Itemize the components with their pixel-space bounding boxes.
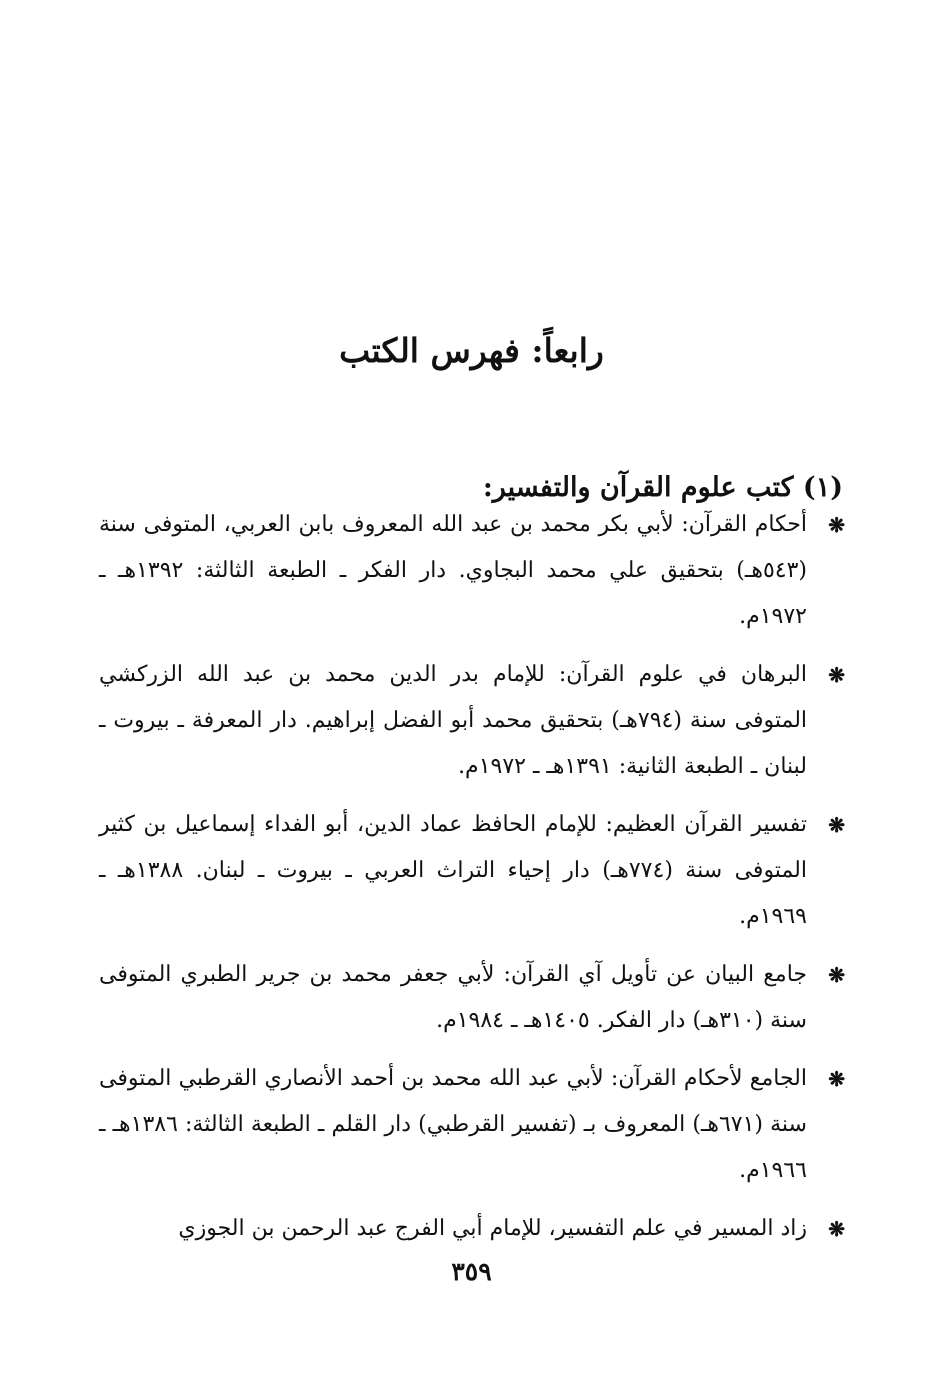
section-heading: (١) كتب علوم القرآن والتفسير: bbox=[482, 472, 843, 504]
star-bullet-icon: ❋ bbox=[828, 1067, 845, 1091]
page-title: رابعاً: فهرس الكتب bbox=[339, 331, 604, 371]
entry-text: البرهان في علوم القرآن: للإمام بدر الدين محمد بن عبد الله الزركشي المتوفى سنة (٧٩٤هـ) بتحقيق محمد أبو الفضل إبراهيم. دار المعرفة ـ بيروت ـ لبنان ـ الطبعة الثانية: ١٣٩١هـ ـ ١٩٧٢م. bbox=[99, 662, 808, 779]
entry-text: زاد المسير في علم التفسير، للإمام أبي الفرج عبد الرحمن بن الجوزي bbox=[178, 1216, 807, 1241]
star-bullet-icon: ❋ bbox=[828, 513, 845, 537]
bibliography-entry bbox=[99, 652, 845, 790]
page-number: ٣٥٩ bbox=[451, 1257, 492, 1286]
entry-text: جامع البيان عن تأويل آي القرآن: لأبي جعفر محمد بن جرير الطبري المتوفى سنة (٣١٠هـ) دار الفكر. ١٤٠٥هـ ـ ١٩٨٤م. bbox=[99, 962, 807, 1033]
entry-text: تفسير القرآن العظيم: للإمام الحافظ عماد الدين، أبو الفداء إسماعيل بن كثير المتوفى سنة (٧٧٤هـ) دار إحياء التراث العربي ـ بيروت ـ لبنان. ١٣٨٨هـ ـ ١٩٦٩م. bbox=[99, 812, 807, 929]
bibliography-entry bbox=[99, 1206, 845, 1252]
star-bullet-icon: ❋ bbox=[828, 663, 845, 687]
star-bullet-icon: ❋ bbox=[828, 813, 845, 837]
entry-text: أحكام القرآن: لأبي بكر محمد بن عبد الله المعروف بابن العربي، المتوفى سنة (٥٤٣هـ) بتحقيق علي محمد البجاوي. دار الفكر ـ الطبعة الثالثة: ١٣٩٢هـ ـ ١٩٧٢م. bbox=[99, 512, 807, 629]
star-bullet-icon: ❋ bbox=[828, 963, 845, 987]
entry-text: الجامع لأحكام القرآن: لأبي عبد الله محمد بن أحمد الأنصاري القرطبي المتوفى سنة (٦٧١هـ) المعروف بـ (تفسير القرطبي) دار القلم ـ الطبعة الثالثة: ١٣٨٦هـ ـ ١٩٦٦م. bbox=[99, 1066, 808, 1183]
bibliography-entry bbox=[99, 952, 845, 1044]
bibliography-entry bbox=[99, 1056, 845, 1194]
star-bullet-icon: ❋ bbox=[828, 1217, 845, 1241]
bibliography-entry bbox=[99, 502, 845, 640]
bibliography-list bbox=[99, 502, 845, 1264]
bibliography-entry bbox=[99, 802, 845, 940]
